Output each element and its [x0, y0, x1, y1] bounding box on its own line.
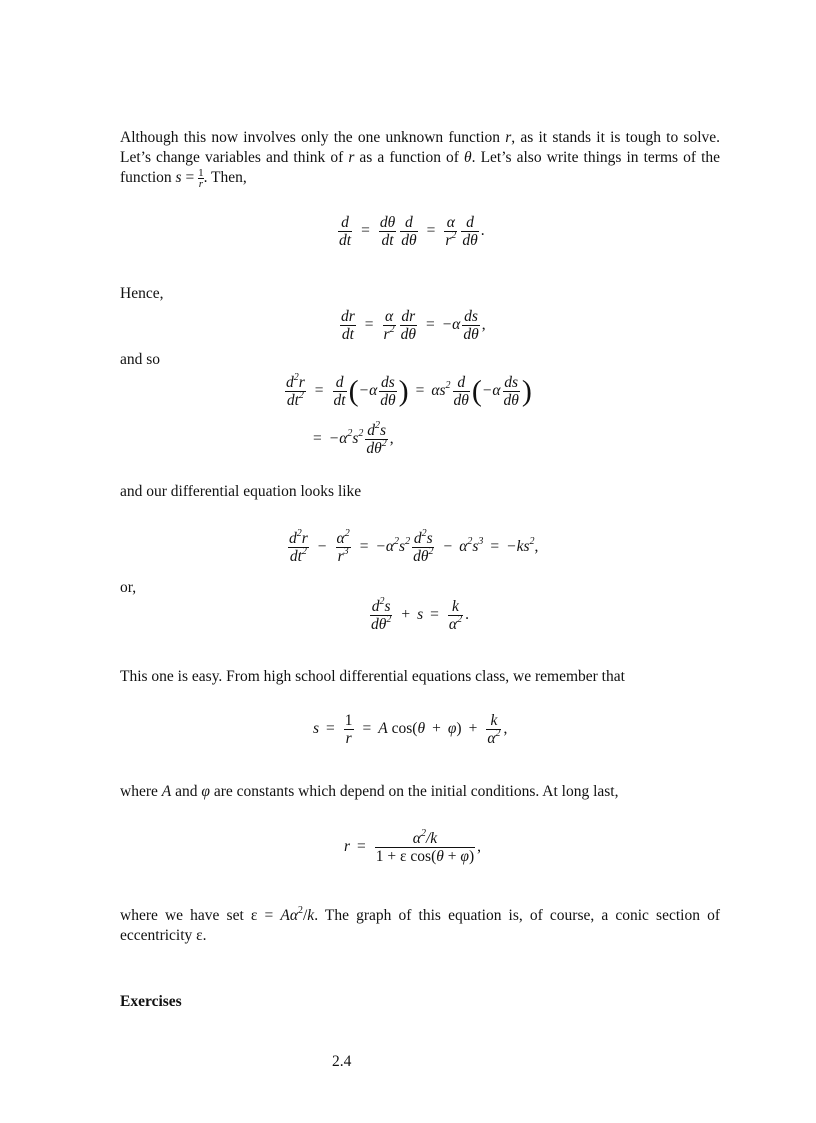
page-number: 2.4	[332, 1053, 352, 1070]
text-and-so: and so	[120, 351, 161, 368]
text-and-our: and our differential equation looks like	[120, 483, 362, 500]
text-where-constants: where A and φ are constants which depend on the initial conditions. At long last,	[120, 783, 619, 800]
paragraph-intro: Although this now involves only the one unknown function r, as it stands it is tough to solve. Let’s change variables and think of r as a function of θ. Let’s also write things in terms of the function s = $\frac{1}{r}$ . Then,	[120, 129, 721, 190]
text-easy: This one is easy. From high school differential equations class, we remember that	[120, 668, 625, 685]
equation-solution-s: s = $\frac{1}{r}$ = A cos(θ + φ) + $\frac{k}{\alpha^2}$ ,	[313, 712, 508, 747]
equation-differential: $\frac{d^2r}{dt^2}$ − $\frac{\alpha^2}{r^3}$ = $-\alpha^2s^2$ $\frac{d^2s}{d\theta^2}$ − $\alpha^2s^3 = -ks^2$,	[289, 528, 539, 565]
equation-orbit: r = $\frac{\alpha^2/k}{\text{1 + ε cos(θ + φ)}}$ ,	[344, 828, 481, 865]
equation-second-derivative: $\frac{d^2r}{dt^2}$ = $\frac{d}{dt}$ (−α $\frac{ds}{d\theta}$ ) = $\alpha s^2$ $\frac{d}{d\theta}$ (−α $\frac{ds}{d\theta}$ )	[286, 372, 532, 409]
equation-simplified: $\frac{d^2s}{d\theta^2}$ + s = $\frac{k}{\alpha^2}$ .	[371, 596, 469, 633]
equation-dr-dt: $\frac{dr}{dt}$ = $\frac{\alpha}{r^2}$ $\frac{dr}{d\theta}$ = −α $\frac{ds}{d\theta}$ ,	[341, 308, 486, 343]
equation-second-derivative-line2: = $-\alpha^2s^2$ $\frac{d^2s}{d\theta^2}$ ,	[313, 420, 394, 457]
text-or: or,	[120, 579, 137, 596]
heading-exercises: Exercises	[120, 993, 182, 1010]
text-final: where we have set $\varepsilon = A\alpha^2/k$. The graph of this equation is, of course, a conic section of eccentricity ε.	[120, 905, 720, 944]
text-hence: Hence,	[120, 285, 164, 302]
inline-fraction-one-over-r: $\frac{1}{r}$	[198, 167, 204, 190]
equation-d-dt: $\frac{d}{dt}$ = $\frac{d\theta}{dt}$ $\frac{d}{d\theta}$ = $\frac{\alpha}{r^2}$ $\frac{d}{d\theta}$ .	[339, 214, 485, 249]
